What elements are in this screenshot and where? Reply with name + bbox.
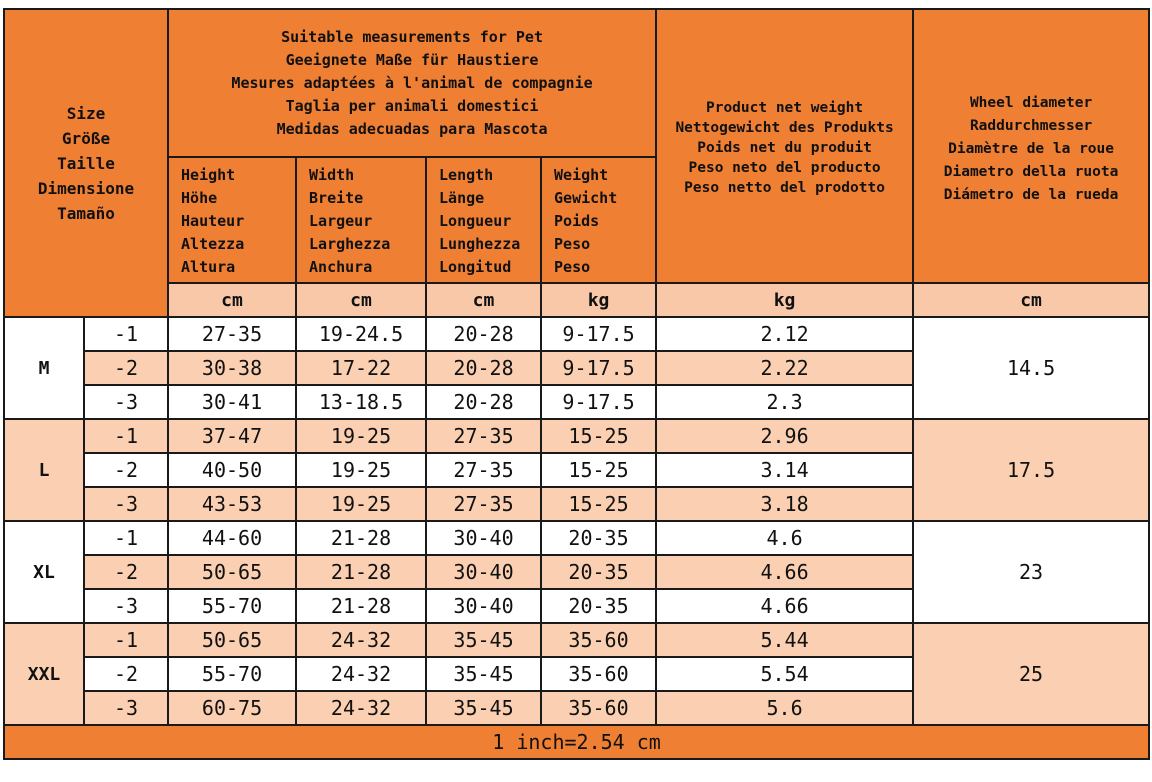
net-weight-cell: 3.14	[656, 453, 913, 487]
width-cell: 19-25	[296, 487, 426, 521]
weight-cell: 20-35	[541, 555, 656, 589]
height-unit: cm	[168, 283, 296, 317]
width-cell: 19-25	[296, 453, 426, 487]
weight-cell: 20-35	[541, 521, 656, 555]
length-cell: 30-40	[426, 521, 541, 555]
net-weight-cell: 4.66	[656, 555, 913, 589]
height-cell: 37-47	[168, 419, 296, 453]
height-header: Height Höhe Hauteur Altezza Altura	[168, 157, 296, 283]
height-cell: 60-75	[168, 691, 296, 725]
wheel-diameter-cell: 23	[913, 521, 1149, 623]
length-header: Length Länge Longueur Lunghezza Longitud	[426, 157, 541, 283]
weight-cell: 20-35	[541, 589, 656, 623]
weight-unit: kg	[541, 283, 656, 317]
wheel-diameter-cell: 17.5	[913, 419, 1149, 521]
width-cell: 21-28	[296, 521, 426, 555]
product-net-weight-header: Product net weight Nettogewicht des Produkts Poids net du produit Peso neto del producto Peso netto del prodotto	[656, 9, 913, 283]
wheel-diameter-cell: 14.5	[913, 317, 1149, 419]
size-group-label: L	[4, 419, 84, 521]
width-cell: 19-24.5	[296, 317, 426, 351]
size-chart-table	[3, 8, 1150, 760]
width-cell: 17-22	[296, 351, 426, 385]
width-cell: 24-32	[296, 623, 426, 657]
wheel-diameter-cell: 25	[913, 623, 1149, 725]
variant-cell: -1	[84, 317, 168, 351]
length-cell: 35-45	[426, 691, 541, 725]
length-cell: 27-35	[426, 487, 541, 521]
width-cell: 21-28	[296, 589, 426, 623]
length-cell: 27-35	[426, 419, 541, 453]
length-cell: 30-40	[426, 555, 541, 589]
height-cell: 30-41	[168, 385, 296, 419]
length-cell: 20-28	[426, 385, 541, 419]
height-cell: 43-53	[168, 487, 296, 521]
length-cell: 35-45	[426, 623, 541, 657]
table-row	[4, 521, 1149, 555]
net-weight-cell: 4.66	[656, 589, 913, 623]
size-group-label: XXL	[4, 623, 84, 725]
length-cell: 27-35	[426, 453, 541, 487]
variant-cell: -3	[84, 487, 168, 521]
height-cell: 50-65	[168, 623, 296, 657]
height-cell: 40-50	[168, 453, 296, 487]
width-unit: cm	[296, 283, 426, 317]
net-weight-cell: 3.18	[656, 487, 913, 521]
height-cell: 44-60	[168, 521, 296, 555]
height-cell: 55-70	[168, 657, 296, 691]
wheel-diameter-header: Wheel diameter Raddurchmesser Diamètre de la roue Diametro della ruota Diámetro de la rueda	[913, 9, 1149, 283]
variant-cell: -3	[84, 589, 168, 623]
width-cell: 21-28	[296, 555, 426, 589]
length-cell: 35-45	[426, 657, 541, 691]
net-weight-unit: kg	[656, 283, 913, 317]
length-unit: cm	[426, 283, 541, 317]
size-group-label: M	[4, 317, 84, 419]
table-row	[4, 623, 1149, 657]
size-chart	[3, 8, 1150, 760]
weight-cell: 9-17.5	[541, 385, 656, 419]
length-cell: 20-28	[426, 351, 541, 385]
variant-cell: -1	[84, 521, 168, 555]
net-weight-cell: 2.3	[656, 385, 913, 419]
weight-cell: 15-25	[541, 487, 656, 521]
variant-cell: -2	[84, 351, 168, 385]
variant-cell: -2	[84, 555, 168, 589]
net-weight-cell: 5.54	[656, 657, 913, 691]
variant-cell: -3	[84, 385, 168, 419]
table-row	[4, 419, 1149, 453]
weight-cell: 35-60	[541, 623, 656, 657]
height-cell: 27-35	[168, 317, 296, 351]
height-cell: 50-65	[168, 555, 296, 589]
length-cell: 30-40	[426, 589, 541, 623]
length-cell: 20-28	[426, 317, 541, 351]
net-weight-cell: 2.12	[656, 317, 913, 351]
size-header: Size Größe Taille Dimensione Tamaño	[4, 9, 168, 317]
height-cell: 55-70	[168, 589, 296, 623]
net-weight-cell: 5.6	[656, 691, 913, 725]
weight-cell: 35-60	[541, 657, 656, 691]
size-group-label: XL	[4, 521, 84, 623]
net-weight-cell: 5.44	[656, 623, 913, 657]
weight-cell: 15-25	[541, 453, 656, 487]
width-cell: 24-32	[296, 657, 426, 691]
weight-header: Weight Gewicht Poids Peso Peso	[541, 157, 656, 283]
weight-cell: 35-60	[541, 691, 656, 725]
net-weight-cell: 4.6	[656, 521, 913, 555]
net-weight-cell: 2.22	[656, 351, 913, 385]
height-cell: 30-38	[168, 351, 296, 385]
width-header: Width Breite Largeur Larghezza Anchura	[296, 157, 426, 283]
variant-cell: -2	[84, 453, 168, 487]
width-cell: 19-25	[296, 419, 426, 453]
weight-cell: 9-17.5	[541, 351, 656, 385]
table-row	[4, 317, 1149, 351]
net-weight-cell: 2.96	[656, 419, 913, 453]
weight-cell: 9-17.5	[541, 317, 656, 351]
suitable-measurements-header: Suitable measurements for Pet Geeignete Maße für Haustiere Mesures adaptées à l'animal de compagnie Taglia per animali domestici Medidas adecuadas para Mascota	[168, 9, 656, 157]
variant-cell: -1	[84, 623, 168, 657]
inch-conversion-note: 1 inch=2.54 cm	[4, 725, 1149, 759]
width-cell: 13-18.5	[296, 385, 426, 419]
variant-cell: -1	[84, 419, 168, 453]
wheel-unit: cm	[913, 283, 1149, 317]
variant-cell: -3	[84, 691, 168, 725]
width-cell: 24-32	[296, 691, 426, 725]
variant-cell: -2	[84, 657, 168, 691]
weight-cell: 15-25	[541, 419, 656, 453]
